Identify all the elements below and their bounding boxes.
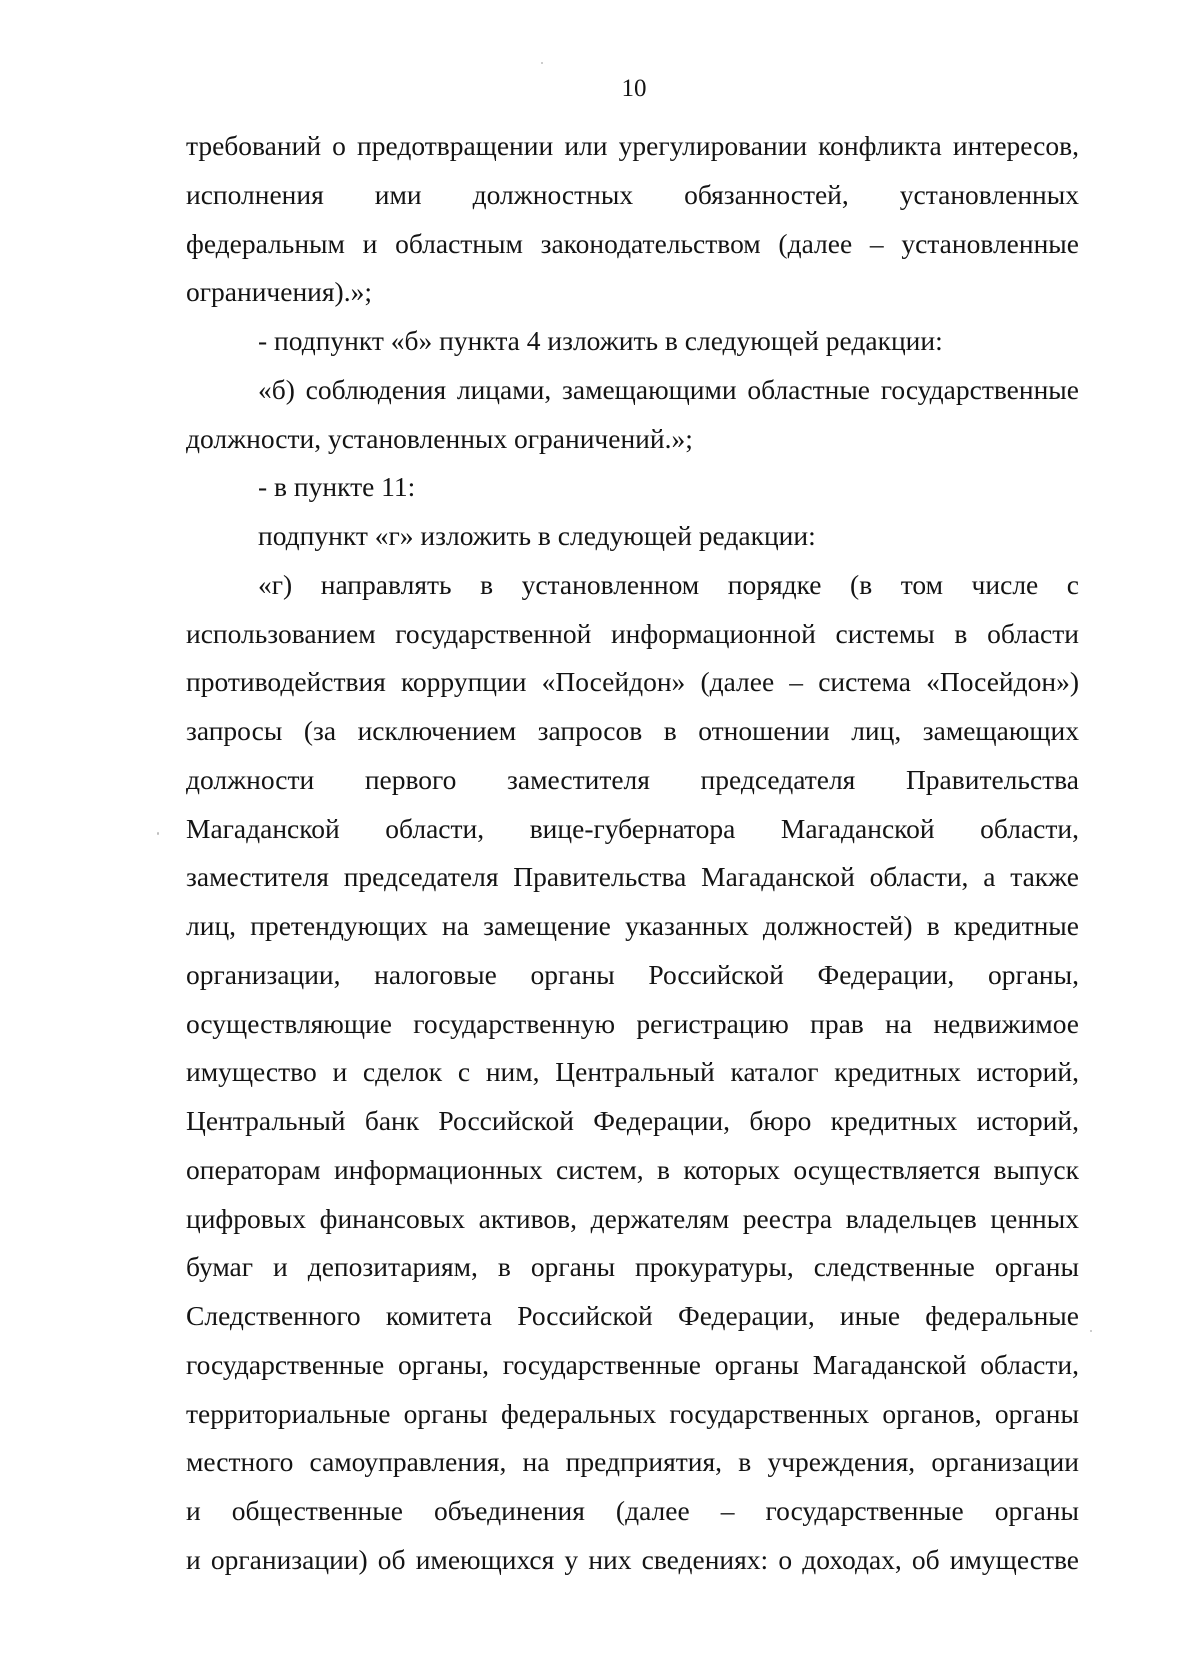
- text-line: Центральный банк Российской Федерации, бюро кредитных историй,: [186, 1105, 1079, 1136]
- text-line: подпункт «г» изложить в следующей редакции:: [258, 520, 816, 551]
- page-number: 10: [621, 75, 647, 102]
- text-line: ограничения).»;: [186, 276, 372, 308]
- text-line: - подпункт «б» пункта 4 изложить в следующей редакции:: [258, 325, 943, 356]
- text-line: противодействия коррупции «Посейдон» (далее – система «Посейдон»): [186, 666, 1079, 698]
- text-line: - в пункте 11:: [258, 471, 416, 503]
- scan-speck: [157, 832, 159, 835]
- text-line: операторам информационных систем, в которых осуществляется выпуск: [186, 1153, 1079, 1185]
- text-line: бумаг и депозитариям, в органы прокуратуры, следственные органы: [186, 1251, 1079, 1283]
- text-line: использованием государственной информационной системы в области: [186, 617, 1079, 649]
- text-line: «г) направлять в установленном порядке (в том числе с: [258, 568, 1079, 600]
- text-line: территориальные органы федеральных государственных органов, органы: [186, 1397, 1079, 1429]
- text-line: и общественные объединения (далее – государственные органы: [186, 1495, 1079, 1526]
- document-body: [186, 122, 1079, 1585]
- text-line: федеральным и областным законодательством (далее – установленные: [186, 227, 1079, 259]
- text-line: Магаданской области, вице-губернатора Магаданской области,: [186, 812, 1079, 844]
- text-line: «б) соблюдения лицами, замещающими областные государственные: [258, 373, 1079, 405]
- text-line: требований о предотвращении или урегулировании конфликта интересов,: [186, 130, 1079, 161]
- scan-speck: [541, 62, 543, 64]
- text-line: исполнения ими должностных обязанностей, установленных: [186, 178, 1079, 210]
- text-line: местного самоуправления, на предприятия, в учреждения, организации: [186, 1446, 1079, 1478]
- text-line: должности, установленных ограничений.»;: [186, 422, 693, 454]
- text-line: организации, налоговые органы Российской Федерации, органы,: [186, 958, 1079, 990]
- text-line: цифровых финансовых активов, держателям реестра владельцев ценных: [186, 1202, 1079, 1234]
- text-line: и организации) об имеющихся у них сведениях: о доходах, об имуществе: [186, 1543, 1079, 1575]
- text-line: запросы (за исключением запросов в отношении лиц, замещающих: [186, 715, 1079, 746]
- text-line: заместителя председателя Правительства Магаданской области, а также: [186, 861, 1079, 893]
- text-line: имущество и сделок с ним, Центральный каталог кредитных историй,: [186, 1056, 1079, 1088]
- scan-speck: [1090, 1330, 1092, 1332]
- text-line: государственные органы, государственные органы Магаданской области,: [186, 1348, 1079, 1380]
- text-line: осуществляющие государственную регистрацию прав на недвижимое: [186, 1007, 1079, 1039]
- text-line: лиц, претендующих на замещение указанных должностей) в кредитные: [186, 910, 1079, 941]
- text-line: Следственного комитета Российской Федерации, иные федеральные: [186, 1300, 1079, 1331]
- text-line: должности первого заместителя председателя Правительства: [186, 763, 1079, 795]
